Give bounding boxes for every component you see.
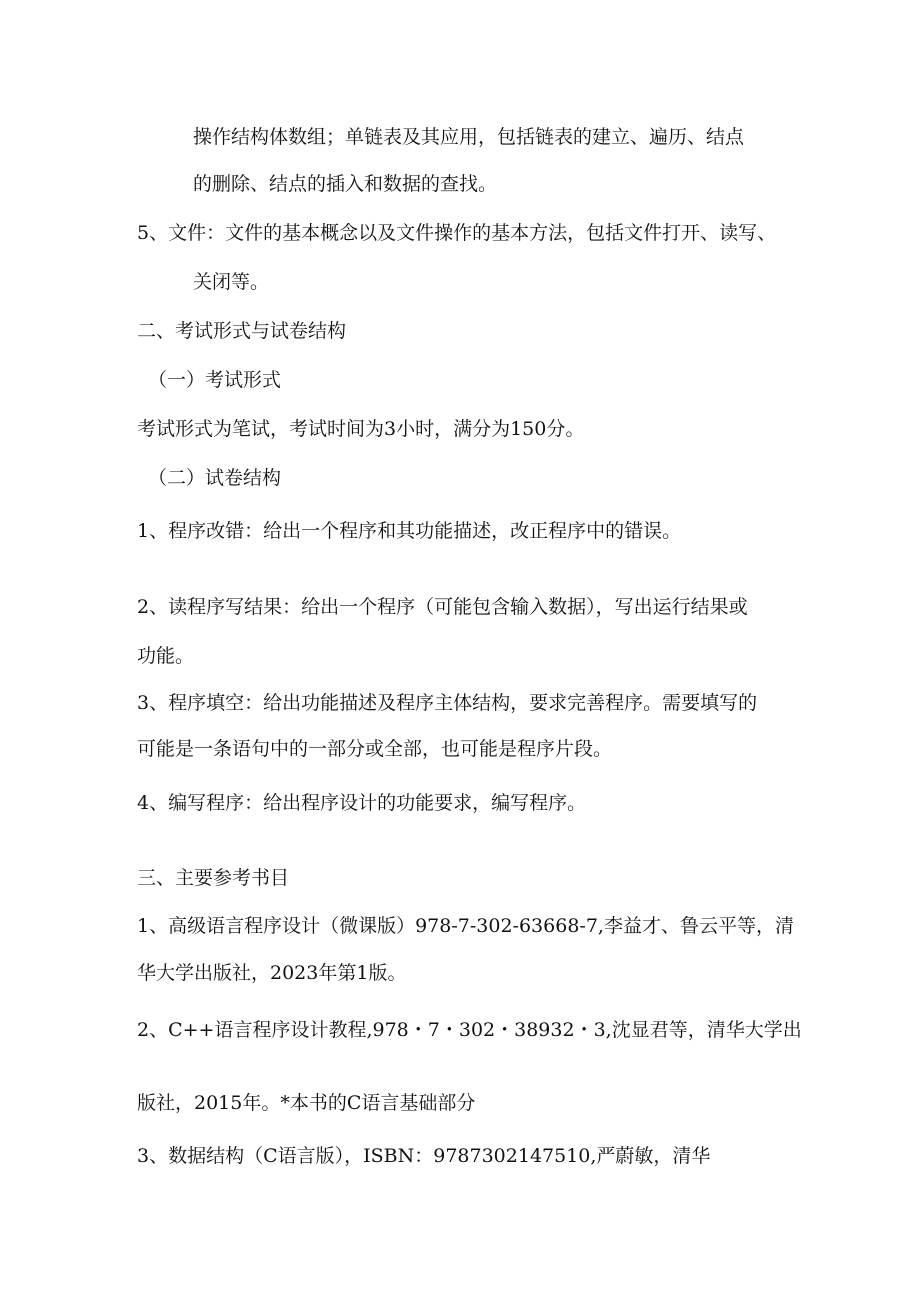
text-line: 关闭等。 bbox=[193, 271, 270, 293]
text-line: 可能是一条语句中的一部分或全部，也可能是程序片段。 bbox=[137, 738, 613, 760]
text-line: 的删除、结点的插入和数据的查找。 bbox=[193, 173, 498, 195]
text-line: 华大学出版社，2023年第1版。 bbox=[137, 962, 407, 984]
list-item: 4、编写程序：给出程序设计的功能要求，编写程序。 bbox=[137, 792, 587, 814]
list-item: 3、程序填空：给出功能描述及程序主体结构，要求完善程序。需要填写的 bbox=[137, 692, 758, 714]
list-item: 1、程序改错：给出一个程序和其功能描述，改正程序中的错误。 bbox=[137, 520, 682, 542]
subsection-heading: （一）考试形式 bbox=[148, 369, 282, 391]
section-heading: 二、考试形式与试卷结构 bbox=[137, 320, 347, 342]
subsection-heading: （二）试卷结构 bbox=[148, 467, 282, 489]
text-line: 考试形式为笔试，考试时间为3小时，满分为150分。 bbox=[137, 418, 585, 440]
section-heading: 三、主要参考书目 bbox=[137, 867, 290, 889]
text-line: 版社，2015年。*本书的C语言基础部分 bbox=[137, 1092, 476, 1114]
list-item: 1、高级语言程序设计（微课版）978-7-302-63668-7,李益才、鲁云平等，清 bbox=[137, 915, 794, 937]
list-item: 2、读程序写结果：给出一个程序（可能包含输入数据），写出运行结果或 bbox=[137, 596, 748, 618]
text-line: 功能。 bbox=[137, 645, 195, 667]
list-item: 3、数据结构（C语言版），ISBN：9787302147510,严蔚敏，清华 bbox=[137, 1145, 711, 1167]
text-line: 操作结构体数组；单链表及其应用，包括链表的建立、遍历、结点 bbox=[193, 126, 745, 148]
list-item: 5、文件：文件的基本概念以及文件操作的基本方法，包括文件打开、读写、 bbox=[137, 222, 777, 244]
list-item: 2、C++语言程序设计教程,978・7・302・38932・3,沈显君等，清华大学出 bbox=[137, 1019, 802, 1041]
